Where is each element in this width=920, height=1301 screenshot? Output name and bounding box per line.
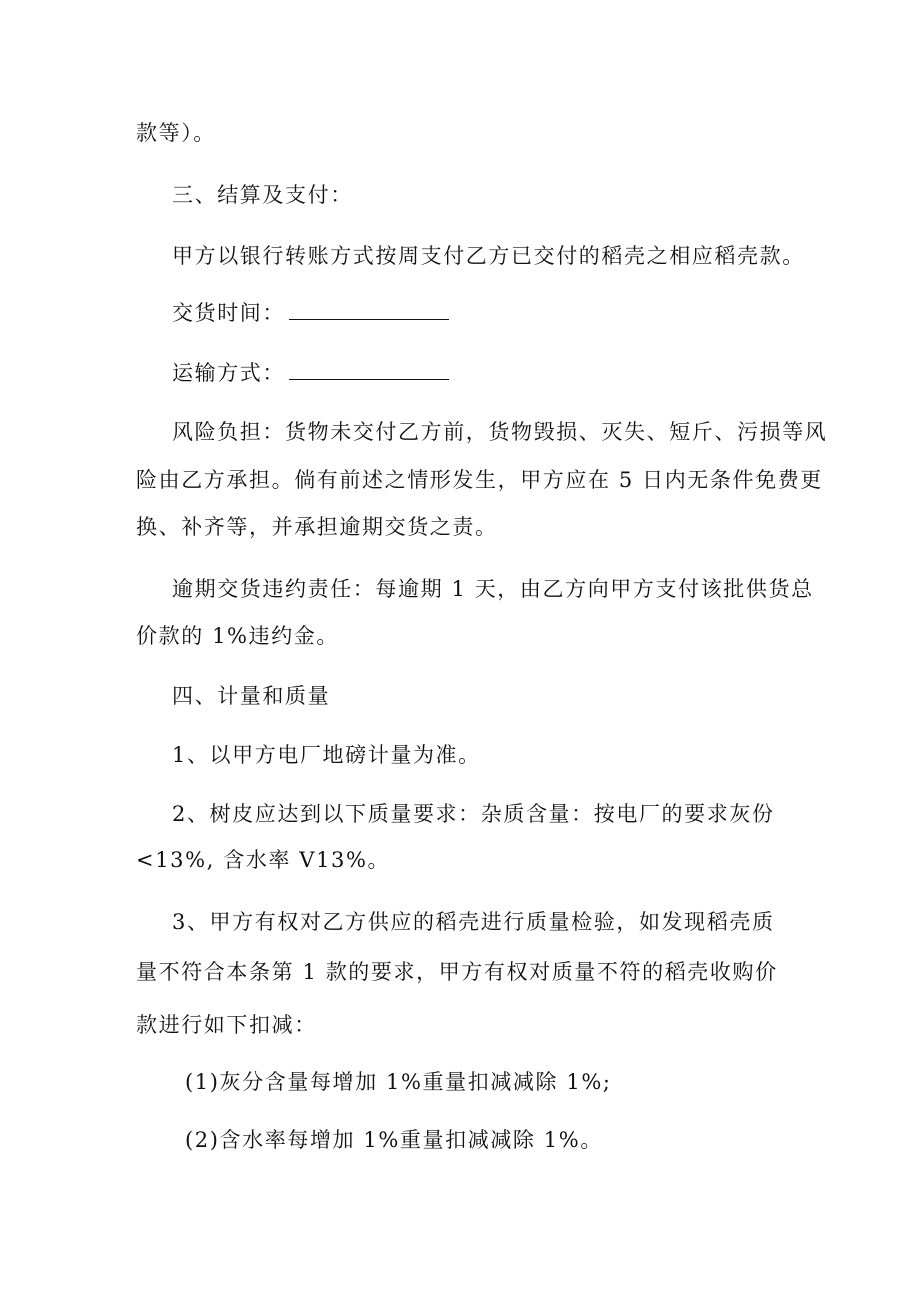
field-transport-method-label: 运输方式： (172, 361, 285, 385)
delivery-time-blank (289, 301, 449, 320)
field-delivery-time (172, 299, 449, 327)
paragraph-risk-line-1: 风险负担：货物未交付乙方前，货物毁损、灭失、短斤、污损等风 (172, 420, 828, 444)
deduction-item-1: (1)灰分含量每增加 1%重量扣减减除 1%; (185, 1070, 612, 1094)
paragraph-payment: 甲方以银行转账方式按周支付乙方已交付的稻壳之相应稻壳款。 (172, 244, 805, 268)
paragraph-risk-line-3: 换、补齐等，并承担逾期交货之责。 (136, 515, 498, 539)
paragraph-continuation: 款等）。 (136, 121, 216, 145)
transport-method-blank (289, 361, 449, 380)
paragraph-late-delivery-line-1: 逾期交货违约责任：每逾期 1 天，由乙方向甲方支付该批供货总 (172, 577, 814, 601)
clause-3-line-2: 量不符合本条第 1 款的要求，甲方有权对质量不符的稻壳收购价 (136, 960, 778, 984)
clause-2-line-1: 2、树皮应达到以下质量要求：杂质含量：按电厂的要求灰份 (172, 802, 775, 826)
paragraph-late-delivery-line-2: 价款的 1%违约金。 (136, 624, 339, 648)
section-heading-settlement: 三、结算及支付： (172, 183, 353, 207)
clause-3-line-3: 款进行如下扣减： (136, 1013, 317, 1037)
section-heading-measurement: 四、计量和质量 (172, 684, 331, 708)
field-transport-method (172, 359, 449, 387)
paragraph-risk-line-2: 险由乙方承担。倘有前述之情形发生，甲方应在 5 日内无条件免费更 (136, 468, 823, 492)
clause-1: 1、以甲方电厂地磅计量为准。 (172, 743, 481, 767)
field-delivery-time-label: 交货时间： (172, 301, 285, 325)
deduction-item-2: (2)含水率每增加 1%重量扣减减除 1%。 (185, 1128, 603, 1152)
clause-3-line-1: 3、甲方有权对乙方供应的稻壳进行质量检验，如发现稻壳质 (172, 910, 775, 934)
clause-2-line-2: <13%, 含水率 V13%。 (136, 848, 391, 872)
